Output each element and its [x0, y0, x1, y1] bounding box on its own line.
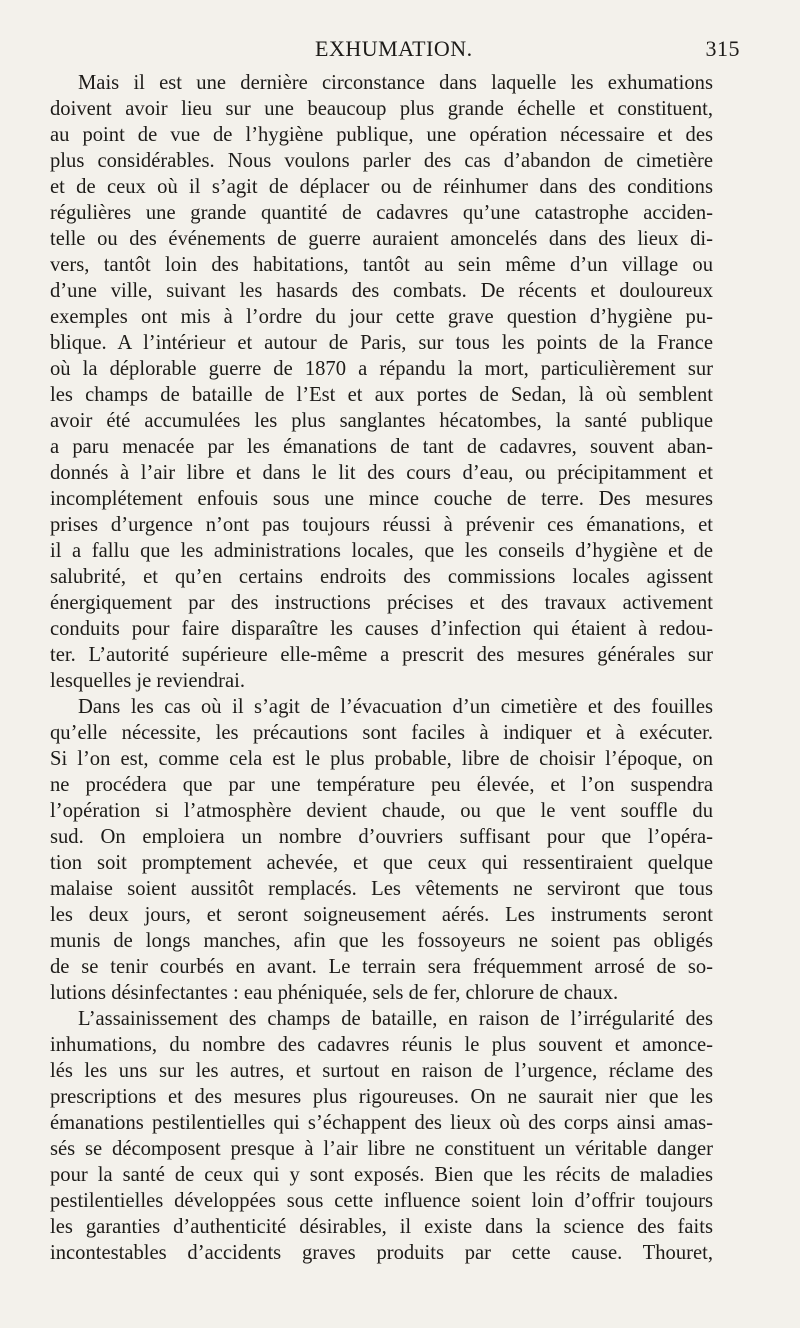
text-line: régulières une grande quantité de cadavres qu’une catastrophe acciden-	[50, 202, 713, 224]
text-line: donnés à l’air libre et dans le lit des cours d’eau, ou précipitamment et	[50, 462, 713, 484]
text-line: lutions désinfectantes : eau phéniquée, sels de fer, chlorure de chaux.	[50, 982, 619, 1004]
text-line: incontestables d’accidents graves produits par cette cause. Thouret,	[50, 1242, 713, 1264]
text-line: doivent avoir lieu sur une beaucoup plus grande échelle et constituent,	[50, 98, 713, 120]
text-line: Si l’on est, comme cela est le plus probable, libre de choisir l’époque, on	[50, 748, 713, 770]
text-line: plus considérables. Nous voulons parler des cas d’abandon de cimetière	[50, 150, 713, 172]
text-line: d’une ville, suivant les hasards des combats. De récents et douloureux	[50, 280, 713, 302]
text-line: ter. L’autorité supérieure elle-même a prescrit des mesures générales sur	[50, 644, 713, 666]
text-line: les garanties d’authenticité désirables, il existe dans la science des faits	[50, 1216, 713, 1238]
text-line: telle ou des événements de guerre auraient amoncelés dans des lieux di-	[50, 228, 713, 250]
text-line: où la déplorable guerre de 1870 a répandu la mort, particulièrement sur	[50, 358, 713, 380]
page-header	[50, 36, 740, 64]
text-line: a paru menacée par les émanations de tant de cadavres, souvent aban-	[50, 436, 713, 458]
text-line: salubrité, et qu’en certains endroits des commissions locales agissent	[50, 566, 713, 588]
text-line: les deux jours, et seront soigneusement aérés. Les instruments seront	[50, 904, 713, 926]
text-line: blique. A l’intérieur et autour de Paris, sur tous les points de la France	[50, 332, 713, 354]
text-line: munis de longs manches, afin que les fossoyeurs ne soient pas obligés	[50, 930, 713, 952]
text-line: Dans les cas où il s’agit de l’évacuation d’un cimetière et des fouilles	[78, 696, 713, 718]
text-line: malaise soient aussitôt remplacés. Les vêtements ne serviront que tous	[50, 878, 713, 900]
text-line: lés les uns sur les autres, et surtout en raison de l’urgence, réclame des	[50, 1060, 713, 1082]
text-line: énergiquement par des instructions précises et des travaux activement	[50, 592, 713, 614]
text-line: L’assainissement des champs de bataille, en raison de l’irrégularité des	[78, 1008, 713, 1030]
text-line: de se tenir courbés en avant. Le terrain sera fréquemment arrosé de so-	[50, 956, 713, 978]
text-line: prescriptions et des mesures plus rigoureuses. On ne saurait nier que les	[50, 1086, 713, 1108]
text-line: l’opération si l’atmosphère devient chaude, ou que le vent souffle du	[50, 800, 713, 822]
paragraph	[50, 70, 713, 694]
text-line: pour la santé de ceux qui y sont exposés. Bien que les récits de maladies	[50, 1164, 713, 1186]
text-line: tion soit promptement achevée, et que ceux qui ressentiraient quelque	[50, 852, 713, 874]
text-line: prises d’urgence n’ont pas toujours réussi à prévenir ces émanations, et	[50, 514, 713, 536]
text-line: ne procédera que par une température peu élevée, et l’on suspendra	[50, 774, 713, 796]
text-line: Mais il est une dernière circonstance dans laquelle les exhumations	[78, 72, 713, 94]
paragraph	[50, 694, 713, 1006]
text-line: conduits pour faire disparaître les causes d’infection qui étaient à redou-	[50, 618, 713, 640]
text-line: qu’elle nécessite, les précautions sont faciles à indiquer et à exécuter.	[50, 722, 713, 744]
text-line: sés se décomposent presque à l’air libre ne constituent un véritable danger	[50, 1138, 713, 1160]
text-line: il a fallu que les administrations locales, que les conseils d’hygiène et de	[50, 540, 713, 562]
text-line: sud. On emploiera un nombre d’ouvriers suffisant pour que l’opéra-	[50, 826, 713, 848]
text-line: avoir été accumulées les plus sanglantes hécatombes, la santé publique	[50, 410, 713, 432]
text-line: émanations pestilentielles qui s’échappent des lieux où des corps ainsi amas-	[50, 1112, 713, 1134]
text-line: vers, tantôt loin des habitations, tantôt au sein même d’un village ou	[50, 254, 713, 276]
running-title: EXHUMATION.	[315, 36, 473, 61]
text-line: incomplétement enfouis sous une mince couche de terre. Des mesures	[50, 488, 713, 510]
text-line: lesquelles je reviendrai.	[50, 670, 245, 692]
text-line: les champs de bataille de l’Est et aux portes de Sedan, là où semblent	[50, 384, 713, 406]
text-line: pestilentielles développées sous cette influence soient loin d’offrir toujours	[50, 1190, 713, 1212]
body-text	[50, 70, 713, 1266]
text-line: et de ceux où il s’agit de déplacer ou de réinhumer dans des conditions	[50, 176, 713, 198]
text-line: exemples ont mis à l’ordre du jour cette grave question d’hygiène pu-	[50, 306, 713, 328]
text-line: inhumations, du nombre des cadavres réunis le plus souvent et amonce-	[50, 1034, 713, 1056]
text-line: au point de vue de l’hygiène publique, une opération nécessaire et des	[50, 124, 713, 146]
paragraph	[50, 1006, 713, 1266]
page-number: 315	[705, 36, 740, 61]
